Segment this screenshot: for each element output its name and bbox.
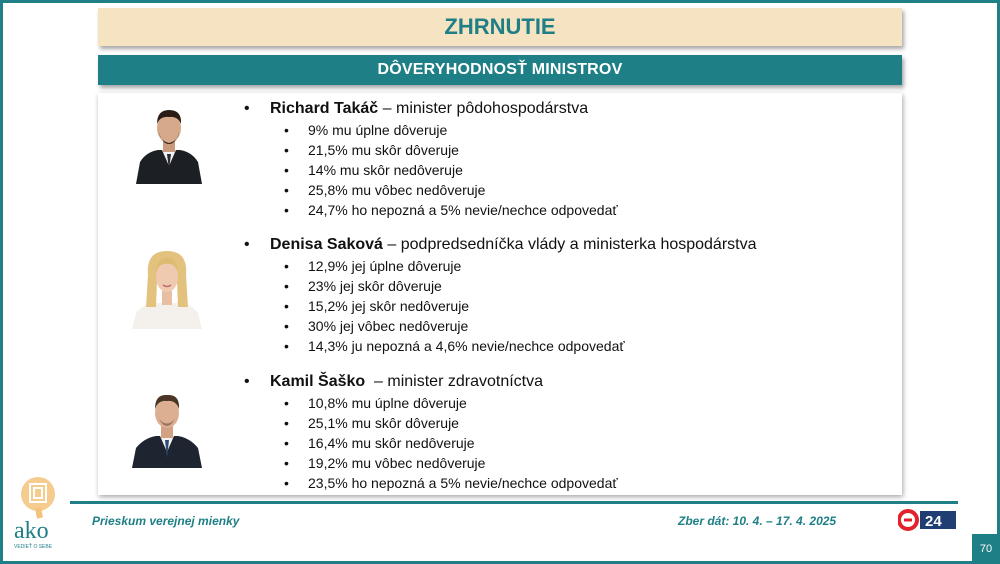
bullet-icon: • [244, 100, 250, 117]
list-item: • 9% mu úplne dôveruje [284, 122, 448, 138]
list-item: • 25,8% mu vôbec nedôveruje [284, 182, 486, 198]
bullet-icon: • [244, 373, 250, 390]
list-item: • 19,2% mu vôbec nedôveruje [284, 455, 486, 471]
stats-list [284, 120, 618, 220]
minister-block-sasko [244, 371, 618, 493]
list-item: • 15,2% jej skôr nedôveruje [284, 298, 470, 314]
minister-heading [244, 371, 618, 393]
minister-heading [244, 98, 618, 120]
minister-photo-sakova [130, 245, 204, 329]
section-subtitle: DÔVERYHODNOSŤ MINISTROV [98, 55, 902, 85]
minister-name: Denisa Saková [270, 236, 383, 253]
minister-role: – minister zdravotníctva [365, 373, 543, 390]
list-item: • 14% mu skôr nedôveruje [284, 162, 463, 178]
list-item: • 21,5% mu skôr dôveruje [284, 142, 459, 158]
minister-name: Richard Takáč [270, 100, 379, 117]
minister-block-sakova [244, 234, 757, 356]
page-title: ZHRNUTIE [98, 8, 902, 46]
stats-list [284, 393, 618, 493]
svg-text:ako: ako [14, 518, 49, 544]
list-item: • 23,5% ho nepozná a 5% nevie/nechce odpovedať [284, 475, 618, 491]
stats-list [284, 256, 757, 356]
minister-photo-sasko [130, 384, 204, 468]
list-item: • 25,1% mu skôr dôveruje [284, 415, 459, 431]
footer-divider [70, 501, 958, 504]
minister-photo-takac [132, 100, 206, 184]
list-item: • 30% jej vôbec nedôveruje [284, 318, 469, 334]
list-item: • 16,4% mu skôr nedôveruje [284, 435, 475, 451]
page-number: 70 [972, 534, 1000, 564]
collection-date: Zber dát: 10. 4. – 17. 4. 2025 [678, 514, 837, 528]
minister-heading [244, 234, 757, 256]
survey-label: Prieskum verejnej mienky [92, 514, 240, 528]
list-item: • 10,8% mu úplne dôveruje [284, 395, 467, 411]
minister-role: – minister pôdohospodárstva [378, 100, 589, 117]
minister-name: Kamil Šaško [270, 373, 366, 390]
tv-24-logo [898, 508, 958, 532]
list-item: • 14,3% ju nepozná a 4,6% nevie/nechce odpovedať [284, 338, 625, 354]
minister-role: – podpredsedníčka vlády a ministerka hospodárstva [382, 236, 757, 253]
list-item: • 23% jej skôr dôveruje [284, 278, 442, 294]
bullet-icon: • [244, 236, 250, 253]
list-item: • 12,9% jej úplne dôveruje [284, 258, 462, 274]
svg-text:24: 24 [925, 513, 942, 530]
ako-logo [10, 472, 70, 556]
svg-text:VEDIEŤ O SEBE: VEDIEŤ O SEBE [14, 544, 53, 550]
list-item: • 24,7% ho nepozná a 5% nevie/nechce odpovedať [284, 202, 618, 218]
minister-block-takac [244, 98, 618, 220]
